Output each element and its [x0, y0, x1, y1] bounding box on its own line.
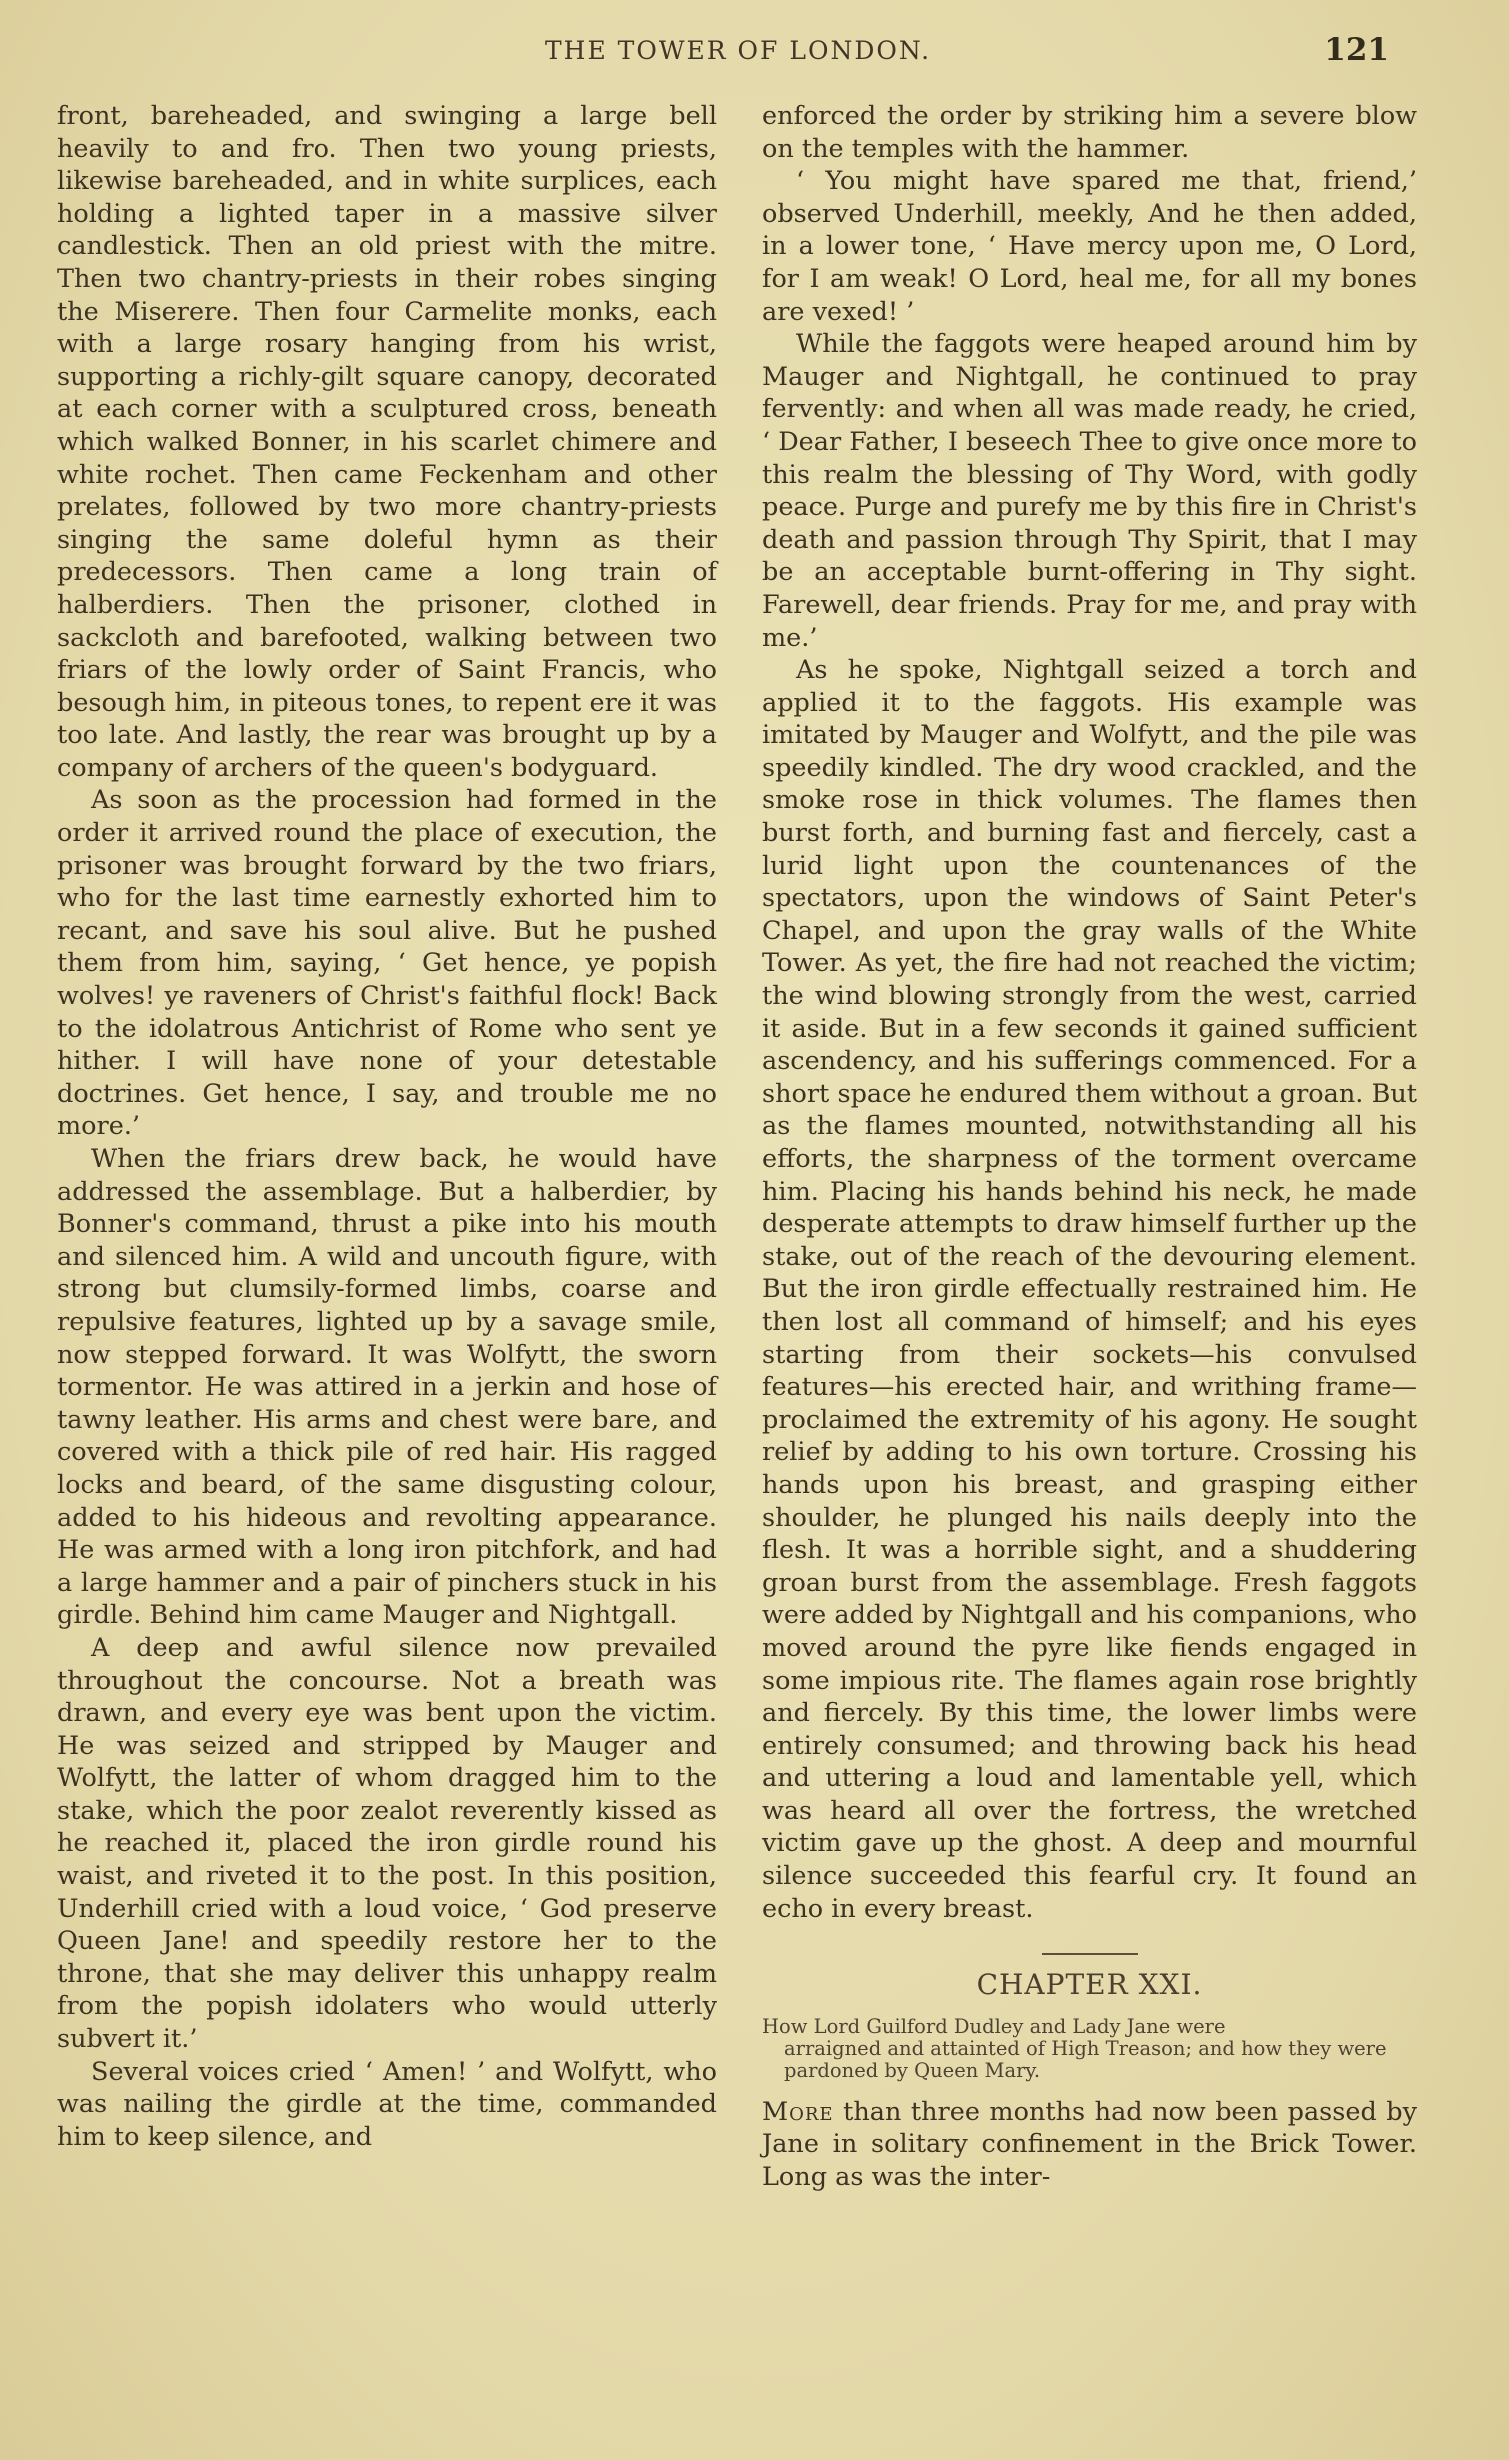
paragraph: When the friars drew back, he would have addressed the assemblage. But a halberdier, by Bonner's command, thrust a pike into his mouth and silenced him. A wild and uncouth figure, with strong but clumsily-formed limbs, coarse and repulsive features, lighted up by a savage smile, now stepped forward. It was Wolfytt, the sworn tormentor. He was attired in a jerkin and hose of tawny leather. His arms and chest were bare, and covered with a thick pile of red hair. His ragged locks and beard, of the same disgusting colour, added to his hideous and revolting appearance. He was armed with a long iron pitchfork, and had a large hammer and a pair of pinchers stuck in his girdle. Behind him came Mauger and Nightgall. [57, 1144, 717, 1631]
opening-text: than three months had now been passed by Jane in solitary confinement in the Brick Tower. Long as was the inter- [762, 2096, 1417, 2193]
paragraph: As soon as the procession had formed in the order it arrived round the place of execution, the prisoner was brought forward by the two friars, who for the last time earnestly exhorted him to recant, and save his soul alive. But he pushed them from him, saying, ‘ Get hence, ye popish wolves! ye raveners of Christ's faithful flock! Back to the idolatrous Antichrist of Rome who sent ye hither. I will have none of your detestable doctrines. Get hence, I say, and trouble me no more.’ [57, 785, 717, 1142]
paragraph: Several voices cried ‘ Amen! ’ and Wolfytt, who was nailing the girdle at the time, commanded him to keep silence, and [57, 2056, 717, 2152]
chapter-summary-line: How Lord Guilford Dudley and Lady Jane were [762, 2014, 1226, 2038]
paragraph: While the faggots were heaped around him by Mauger and Nightgall, he continued to pray fervently: and when all was made ready, he cried, ‘ Dear Father, I beseech Thee to give once more to this realm the blessing of Thy Word, with godly peace. Purge and purefy me by this fire in Christ's death and passion through Thy Spirit, that I may be an acceptable burnt-offering in Thy sight. Farewell, dear friends. Pray for me, and pray with me.’ [762, 329, 1417, 653]
right-column [762, 100, 1417, 2194]
paragraph: A deep and awful silence now prevailed throughout the concourse. Not a breath was drawn, and every eye was bent upon the victim. He was seized and stripped by Mauger and Wolfytt, the latter of whom dragged him to the stake, which the poor zealot reverently kissed as he reached it, placed the iron girdle round his waist, and riveted it to the post. In this position, Underhill cried with a loud voice, ‘ God preserve Queen Jane! and speedily restore her to the throne, that she may deliver this unhappy realm from the popish idolaters who would utterly subvert it.’ [57, 1632, 717, 2055]
paragraph: As he spoke, Nightgall seized a torch and applied it to the faggots. His example was imitated by Mauger and Wolfytt, and the pile was speedily kindled. The dry wood crackled, and the smoke rose in thick volumes. The flames then burst forth, and burning fast and fiercely, cast a lurid light upon the countenances of the spectators, upon the windows of Saint Peter's Chapel, and upon the gray walls of the White Tower. As yet, the fire had not reached the victim; the wind blowing strongly from the west, carried it aside. But in a few seconds it gained sufficient ascendency, and his sufferings commenced. For a short space he endured them without a groan. But as the flames mounted, notwithstanding all his efforts, the sharpness of the torment overcame him. Placing his hands behind his neck, he made desperate attempts to draw himself further up the stake, out of the reach of the devouring element. But the iron girdle effectually restrained him. He then lost all command of himself; and his eyes starting from their sockets—his convulsed features—his erected hair, and writhing frame—proclaimed the extremity of his agony. He sought relief by adding to his own torture. Crossing his hands upon his breast, and grasping either shoulder, he plunged his nails deeply into the flesh. It was a horrible sight, and a shuddering groan burst from the assemblage. Fresh faggots were added by Nightgall and his companions, who moved around the pyre like fiends engaged in some impious rite. The flames again rose brightly and fiercely. By this time, the lower limbs were entirely consumed; and throwing back his head and uttering a loud and lamentable yell, which was heard all over the fortress, the wretched victim gave up the ghost. A deep and mournful silence succeeded this fearful cry. It found an echo in every breast. [762, 655, 1417, 1924]
chapter-opening-paragraph [762, 2096, 1417, 2194]
chapter-divider [1042, 1953, 1138, 1955]
page-number: 121 [1324, 32, 1389, 68]
left-column [57, 100, 717, 2153]
page-header [55, 30, 1389, 70]
paragraph: enforced the order by striking him a severe blow on the temples with the hammer. [762, 101, 1417, 164]
opening-word: More [762, 2096, 834, 2127]
running-head: THE TOWER OF LONDON. [545, 36, 932, 65]
chapter-summary-line: arraigned and attainted of High Treason; and how they were pardoned by Queen Mary. [784, 2036, 1387, 2082]
paragraph: ‘ You might have spared me that, friend,’ observed Underhill, meekly, And he then added, in a lower tone, ‘ Have mercy upon me, O Lord, for I am weak! O Lord, heal me, for all my bones are vexed! ’ [762, 166, 1417, 327]
chapter-title: CHAPTER XXI. [976, 1968, 1203, 2002]
chapter-summary [762, 2016, 1417, 2082]
paragraph: front, bareheaded, and swinging a large bell heavily to and fro. Then two young priests, likewise bareheaded, and in white surplices, each holding a lighted taper in a massive silver candlestick. Then an old priest with the mitre. Then two chantry-priests in their robes singing the Miserere. Then four Carmelite monks, each with a large rosary hanging from his wrist, supporting a richly-gilt square canopy, decorated at each corner with a sculptured cross, beneath which walked Bonner, in his scarlet chimere and white rochet. Then came Feckenham and other prelates, followed by two more chantry-priests singing the same doleful hymn as their predecessors. Then came a long train of halberdiers. Then the prisoner, clothed in sackcloth and barefooted, walking between two friars of the lowly order of Saint Francis, who besough him, in piteous tones, to repent ere it was too late. And lastly, the rear was brought up by a company of archers of the queen's bodyguard. [57, 101, 717, 783]
